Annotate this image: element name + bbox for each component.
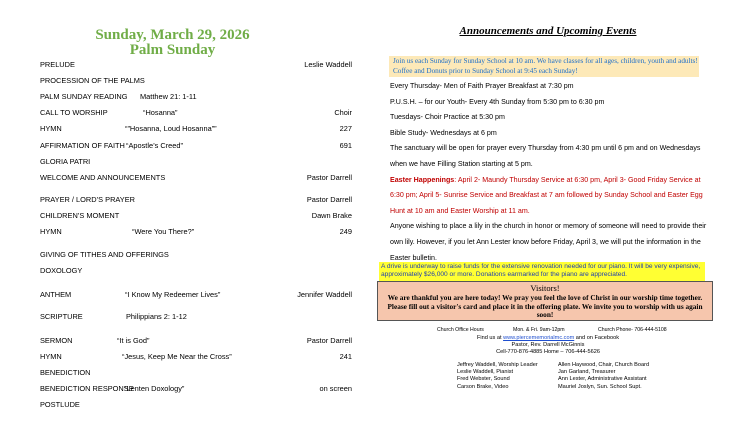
easter-label: Easter Happenings — [390, 175, 455, 184]
website-link[interactable]: www.piercememorialmc.com — [503, 335, 575, 341]
order-item-name: BENEDICTION RESPONSE — [40, 384, 134, 393]
announcement-item: Every Thursday- Men of Faith Prayer Breakfast at 7:30 pm — [390, 82, 574, 90]
order-item-detail: “Were You There?” — [132, 227, 195, 236]
order-item-leader: 249 — [339, 227, 352, 236]
order-item-name: PALM SUNDAY READING — [40, 92, 128, 101]
order-item-leader: 241 — [339, 352, 352, 361]
order-row — [40, 366, 352, 379]
order-item-leader: 227 — [339, 124, 352, 133]
order-row — [40, 225, 352, 238]
order-row — [40, 106, 352, 119]
order-row — [40, 334, 352, 347]
order-item-leader: Dawn Brake — [311, 211, 352, 220]
staff-member: Jeffrey Waddell, Worship Leader — [457, 362, 538, 368]
announcements-panel — [373, 0, 723, 443]
order-item-detail: Matthew 21: 1-11 — [140, 92, 197, 101]
church-phone: Church Phone- 706-444-5108 — [598, 327, 667, 333]
announcement-list — [390, 79, 710, 266]
order-item-name: AFFIRMATION OF FAITH — [40, 141, 125, 150]
staff-member: Fred Webster, Sound — [457, 376, 510, 383]
staff-member: Jan Garland, Treasurer — [558, 369, 616, 376]
order-row — [40, 398, 352, 411]
order-row — [40, 350, 352, 363]
order-row — [40, 74, 352, 87]
order-row — [40, 248, 352, 261]
order-item-detail: “It is God” — [117, 336, 150, 345]
visitors-heading: Visitors! — [530, 283, 560, 293]
order-item-detail: “Lenten Doxology” — [124, 384, 185, 393]
announcement-item: The sanctuary will be open for prayer every Thursday from 4:30 pm until 6 pm and on Wednesdays when we have Filling Station starting at 5 pm. — [390, 144, 701, 168]
order-row — [40, 139, 352, 152]
find-suffix: and on Facebook — [574, 335, 620, 341]
announcement-item: P.U.S.H. – for our Youth- Every 4th Sunday from 5:30 pm to 6:30 pm — [390, 97, 605, 106]
order-item-detail: “Hosanna” — [143, 108, 178, 117]
order-item-leader: on screen — [319, 384, 352, 393]
order-item-leader: Pastor Darrell — [306, 336, 352, 345]
order-item-detail: “”Hosanna, Loud Hosanna”” — [125, 124, 217, 133]
pastor-phone: Cell-770-876-4885 Home – 706-444-5626 — [496, 349, 600, 355]
order-item-leader: Choir — [334, 108, 352, 117]
order-item-name: BENEDICTION — [40, 368, 91, 377]
order-item-name: ANTHEM — [40, 290, 72, 299]
staff-list-right — [558, 362, 649, 391]
order-item-name: WELCOME AND ANNOUNCEMENTS — [40, 173, 166, 182]
order-item-name: HYMN — [40, 227, 62, 236]
order-item-name: DOXOLOGY — [40, 266, 83, 275]
visitors-text: We are thankful you are here today! We pray you feel the love of Christ in our worship time together. Please fill out a visitor's card and place it in the offering plate. We invite you to worship with us again soon! — [387, 293, 703, 320]
office-hours: Mon. & Fri. 9am-12pm — [513, 327, 565, 333]
order-item-name: CHILDREN’S MOMENT — [40, 211, 120, 220]
find-prefix: Find us at — [476, 335, 504, 341]
order-item-name: HYMN — [40, 124, 62, 133]
order-item-name: PRAYER / LORD’S PRAYER — [40, 195, 136, 204]
order-row — [40, 155, 352, 168]
order-item-name: POSTLUDE — [40, 400, 80, 409]
order-item-name: GIVING OF TITHES AND OFFERINGS — [40, 250, 169, 259]
order-item-name: CALL TO WORSHIP — [40, 108, 108, 117]
order-row — [40, 310, 352, 323]
announcement-item: Tuesdays- Choir Practice at 5:30 pm — [390, 113, 505, 122]
order-item-leader: Pastor Darrell — [306, 195, 352, 204]
easter-text: : April 2- Maundy Thursday Service at 6:30 pm, April 3- Good Friday Service at 6:30 pm; April 5- Sunrise Service and Breakfast at 7 am followed by Sunday School and Easter Egg Hunt at 10 am and Easter Worship at 11 am. — [390, 175, 703, 215]
order-item-leader: Pastor Darrell — [306, 173, 352, 182]
order-row — [40, 288, 352, 301]
order-row — [40, 382, 352, 395]
order-item-detail: Philippians 2: 1-12 — [126, 312, 187, 321]
order-item-name: SCRIPTURE — [40, 312, 83, 321]
order-item-detail: “Apostle’s Creed” — [126, 141, 183, 150]
order-item-detail: “Jesus, Keep Me Near the Cross” — [122, 352, 232, 361]
staff-member: Allen Haywood, Chair, Church Board — [558, 362, 650, 368]
lily-notice: Anyone wishing to place a lily in the church in honor or memory of someone will need to provide their own lily. However, if you let Ann Lester know before Friday, April 3, we will put the information in the Easter bulletin. — [390, 222, 707, 262]
order-item-name: SERMON — [40, 336, 73, 345]
find-us-line — [373, 335, 723, 342]
order-item-name: PROCESSION OF THE PALMS — [40, 76, 145, 85]
pastor-name: Pastor, Rev. Darrell McGinnis — [511, 342, 585, 348]
order-row — [40, 58, 352, 71]
day-title: Palm Sunday — [129, 42, 216, 58]
staff-member: Leslie Waddell, Pianist — [457, 369, 514, 376]
order-item-name: HYMN — [40, 352, 62, 361]
order-item-detail: “I Know My Redeemer Lives” — [125, 290, 221, 299]
order-item-name: PRELUDE — [40, 60, 75, 69]
staff-member: Ann Lester, Administrative Assistant — [558, 376, 647, 383]
order-row — [40, 122, 352, 135]
order-item-leader: Jennifer Waddell — [297, 290, 352, 299]
staff-member: Mauriel Joslyn, Sun. School Supt. — [558, 383, 642, 390]
office-hours-label: Church Office Hours — [437, 327, 484, 333]
order-item-name: GLORIA PATRI — [40, 157, 91, 166]
easter-happenings — [390, 173, 710, 220]
piano-drive-banner: A drive is underway to raise funds for the extensive renovation needed for our piano. It will be very expensive, approximately $26,000 or more. Donations earmarked for the piano are appreciated. — [379, 262, 705, 282]
order-row — [40, 171, 352, 184]
sunday-school-banner: Join us each Sunday for Sunday School at 10 am. We have classes for all ages, children, youth and adults! Coffee and Donuts prior to Sunday School at 9:45 each Sunday! — [389, 56, 699, 77]
order-item-leader: 691 — [339, 141, 352, 150]
order-row — [40, 264, 352, 277]
order-row — [40, 193, 352, 206]
order-item-leader: Leslie Waddell — [304, 60, 352, 69]
staff-member: Carson Brake, Video — [457, 383, 509, 390]
order-row — [40, 90, 352, 103]
visitors-box — [377, 281, 713, 321]
date-title: Sunday, March 29, 2026 — [95, 27, 250, 43]
announcements-title: Announcements and Upcoming Events — [459, 25, 637, 37]
announcement-item: Bible Study- Wednesdays at 6 pm — [390, 128, 497, 137]
staff-list-left — [457, 362, 538, 391]
order-row — [40, 209, 352, 222]
